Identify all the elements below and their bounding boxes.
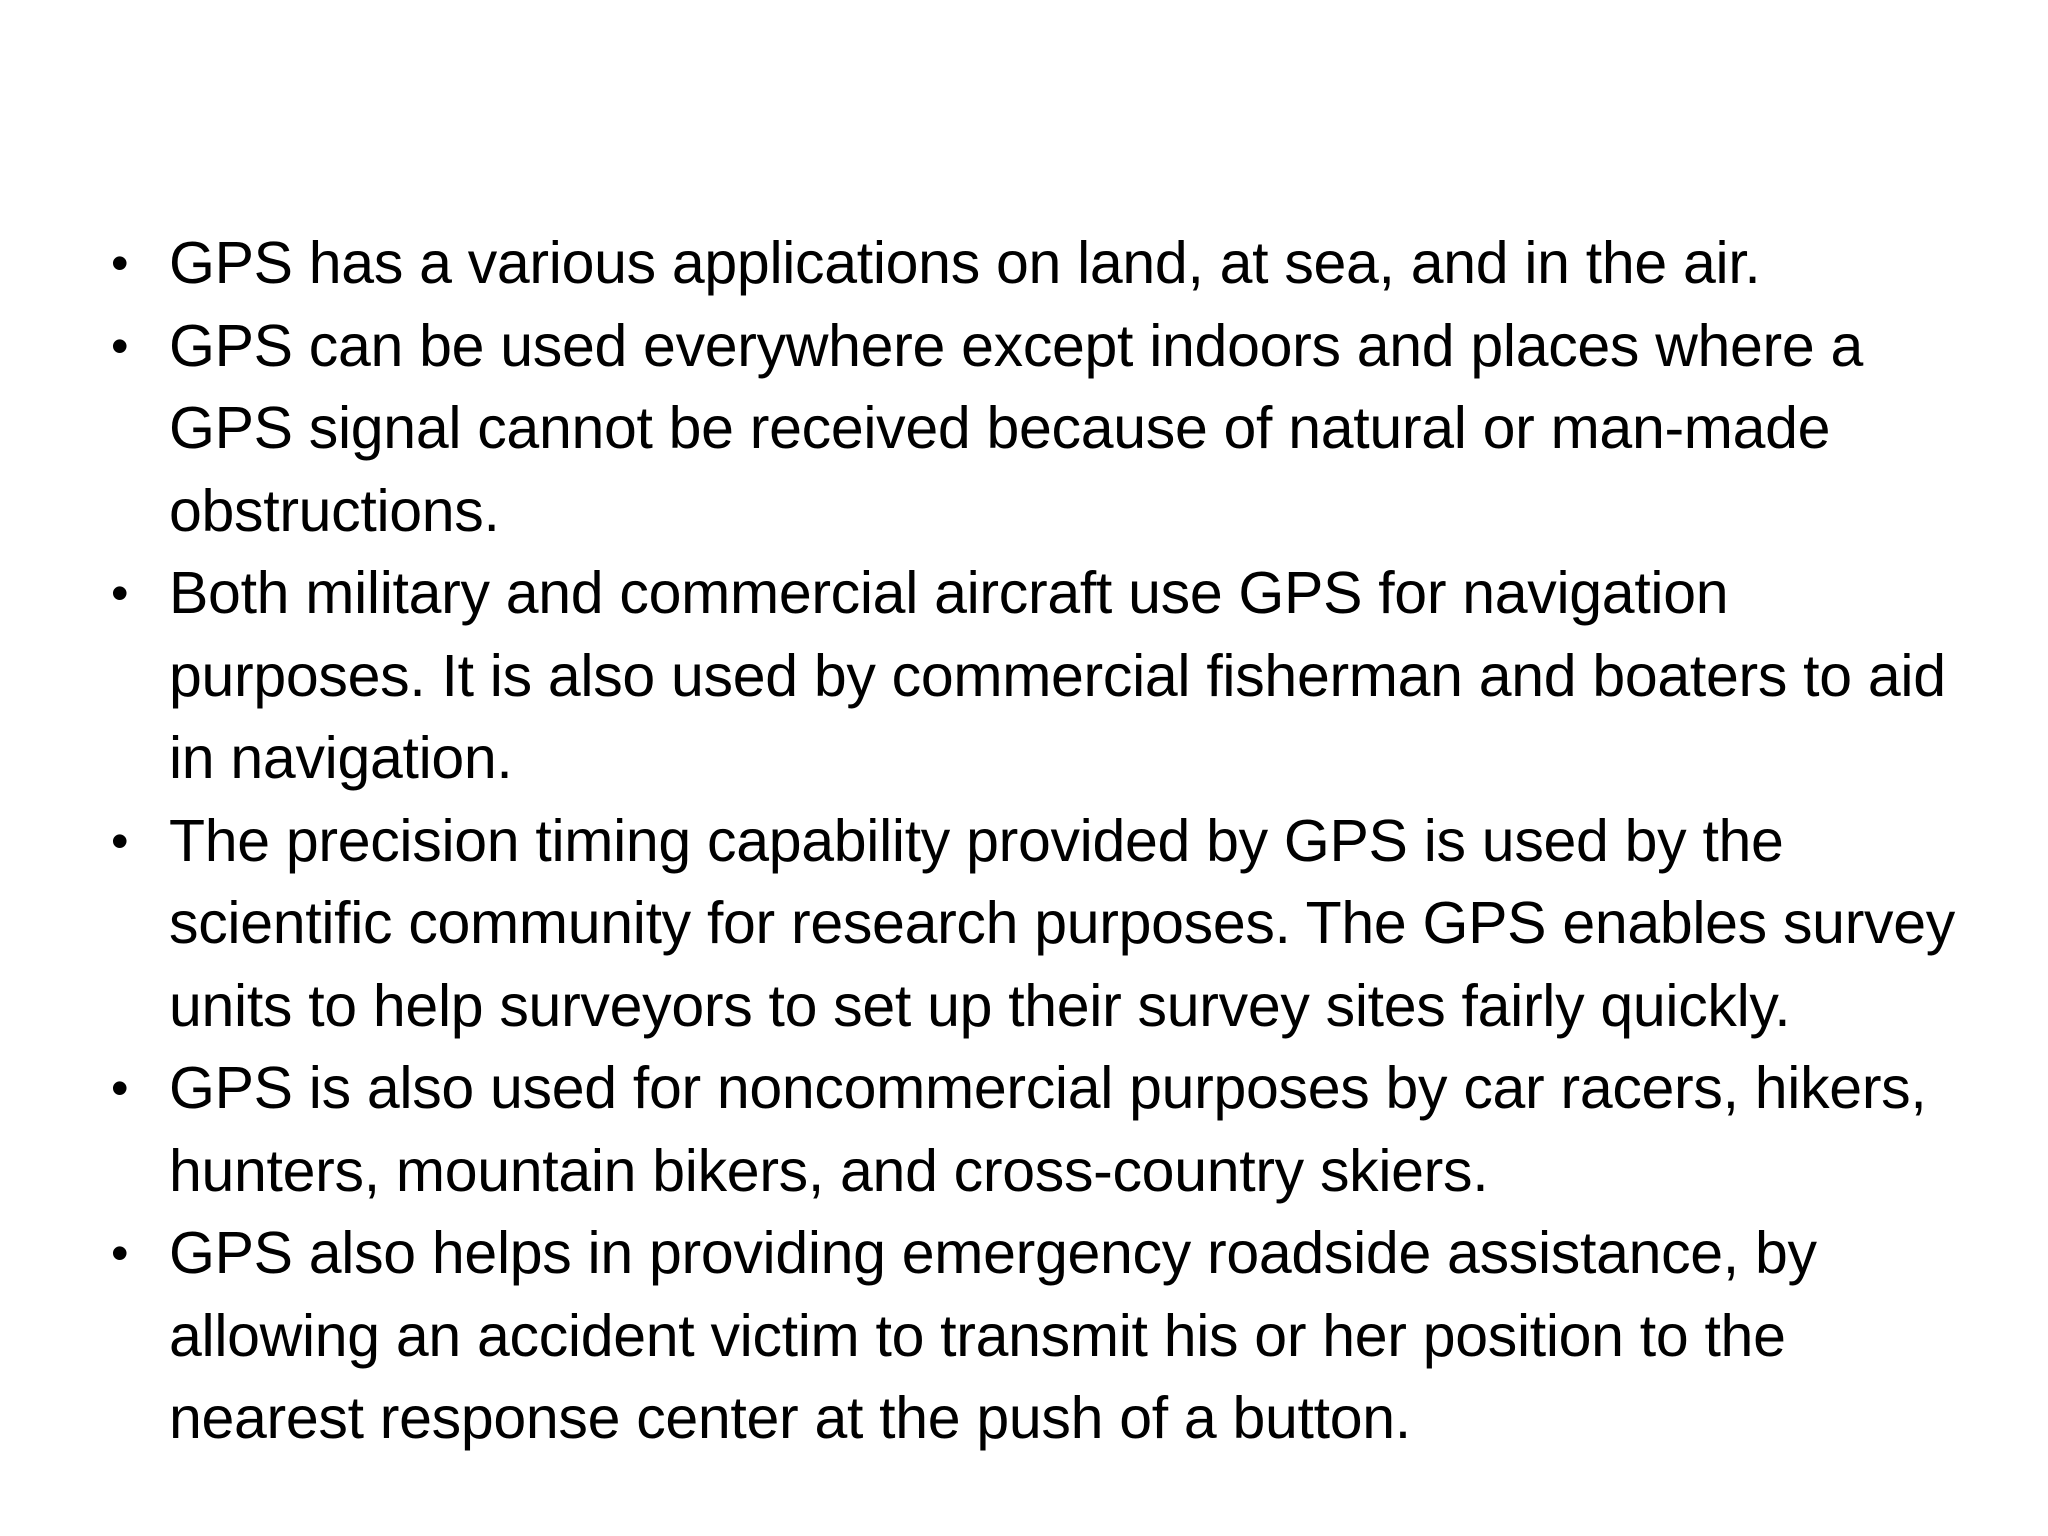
bullet-icon: • bbox=[111, 1060, 129, 1116]
bullet-text: GPS can be used everywhere except indoors and places where a GPS signal cannot be received because of natural or man-made obstructions. bbox=[169, 312, 1864, 544]
bullet-icon: • bbox=[111, 812, 129, 869]
bullet-text: GPS also helps in providing emergency roadside assistance, by allowing an accident victim to transmit his or her position to the nearest response center at the push of a button. bbox=[169, 1220, 1817, 1451]
bullet-text: GPS has a various applications on land, at sea, and in the air. bbox=[169, 230, 1761, 296]
bullet-text: Both military and commercial aircraft use GPS for navigation purposes. It is also used by commercial fisherman and boaters to aid in navigation. bbox=[169, 560, 1946, 791]
bullet-item bbox=[100, 1047, 1980, 1212]
bullet-icon: • bbox=[111, 1225, 129, 1281]
bullet-item bbox=[100, 552, 1980, 800]
bullet-text: GPS is also used for noncommercial purposes by car racers, hikers, hunters, mountain bikers, and cross-country skiers. bbox=[169, 1055, 1927, 1204]
bullet-text: The precision timing capability provided by GPS is used by the scientific community for research purposes. The GPS enables survey units to help surveyors to set up their survey sites fairly quickly. bbox=[169, 807, 1955, 1039]
bullet-icon: • bbox=[111, 565, 129, 621]
bullet-icon: • bbox=[111, 317, 129, 374]
bullet-item bbox=[100, 1212, 1980, 1460]
bullet-list bbox=[100, 222, 1980, 1460]
bullet-item bbox=[100, 222, 1980, 305]
bullet-item bbox=[100, 305, 1980, 553]
bullet-icon: • bbox=[111, 235, 129, 291]
bullet-item bbox=[100, 800, 1980, 1048]
